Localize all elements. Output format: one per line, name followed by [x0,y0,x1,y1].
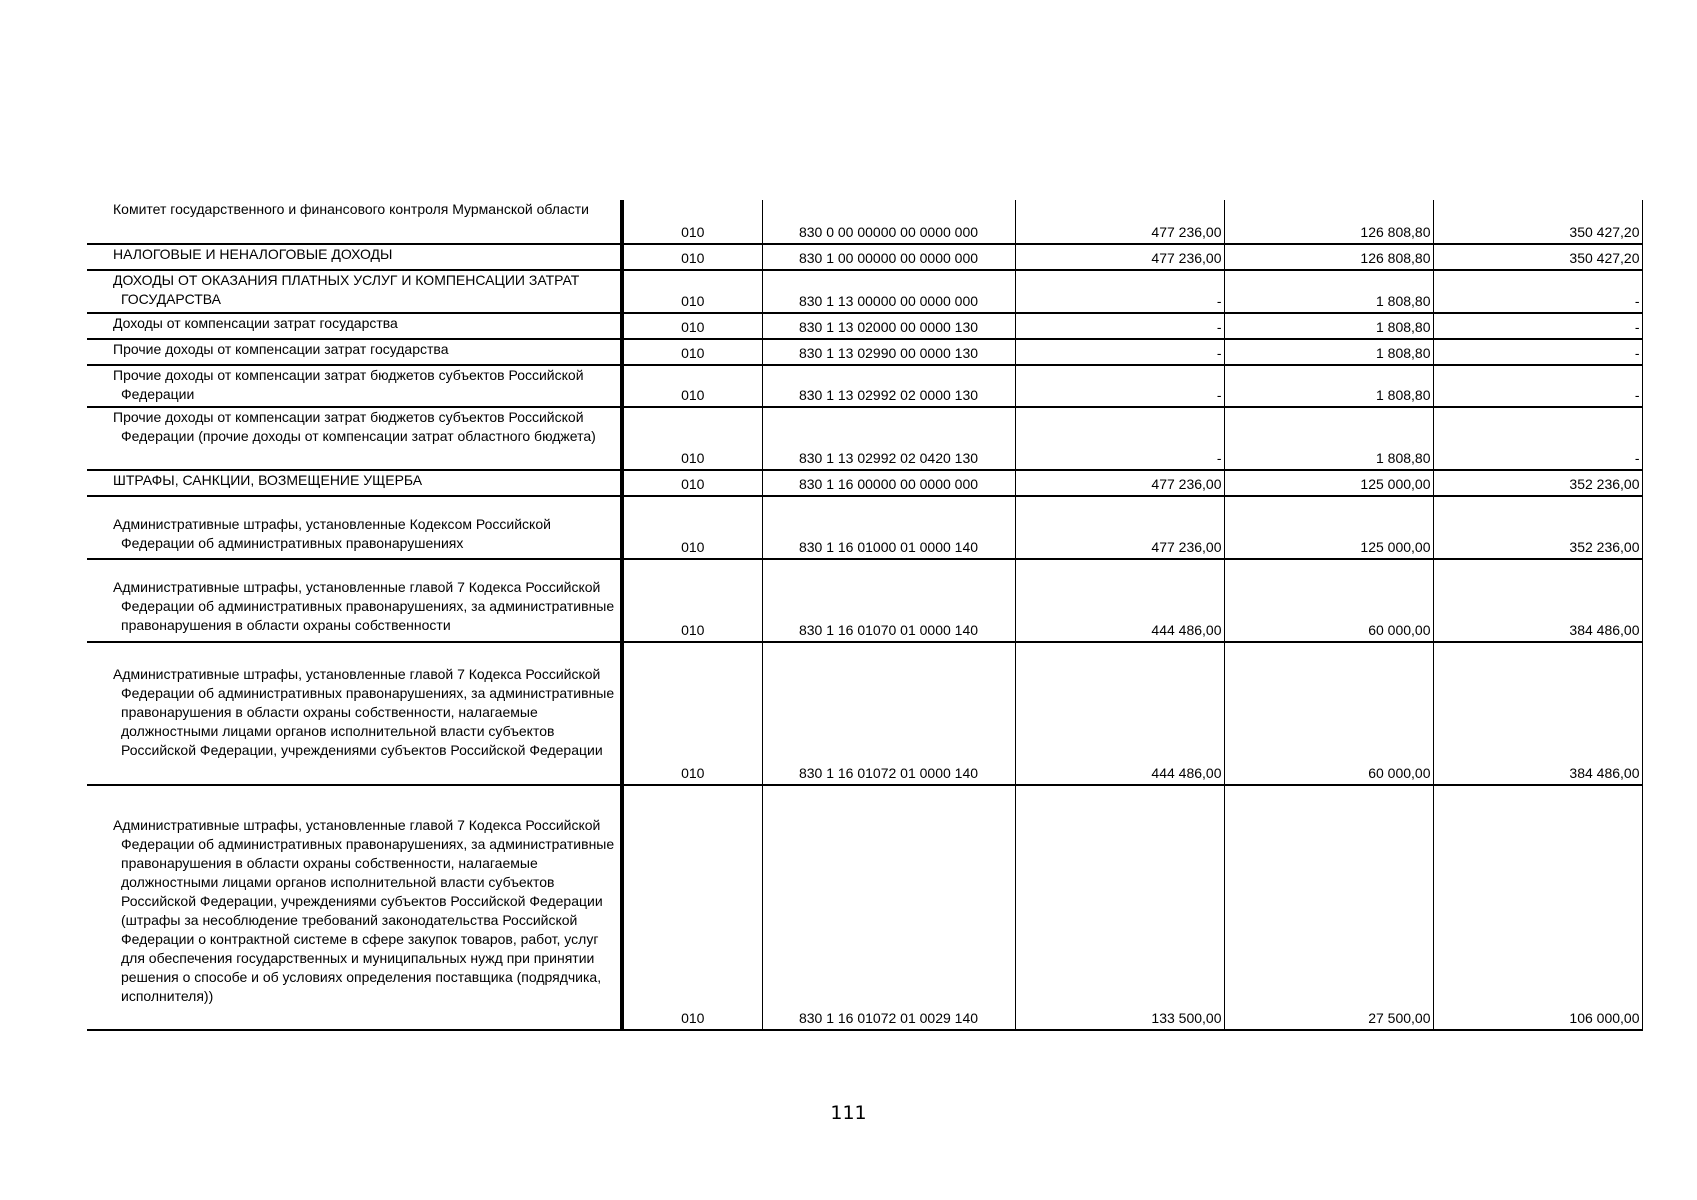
row-name: Административные штрафы, установленные главой 7 Кодекса Российской Федерации об административных правонарушениях, за административные правонарушения в области охраны собственности, налагаемые должностными лицами органов исполнительной власти субъектов Российской Федерации, учреждениями субъектов Российской Федерации [87,642,622,785]
row-value-3: - [1433,270,1642,313]
row-value-3: - [1433,339,1642,365]
table-row [87,559,1642,642]
table-row [87,642,1642,785]
row-code: 010 [622,313,762,339]
row-value-3: 384 486,00 [1433,642,1642,785]
row-value-2: 60 000,00 [1224,559,1433,642]
row-value-3: 352 236,00 [1433,470,1642,496]
row-value-3: 352 236,00 [1433,496,1642,559]
row-name: ДОХОДЫ ОТ ОКАЗАНИЯ ПЛАТНЫХ УСЛУГ И КОМПЕНСАЦИИ ЗАТРАТ ГОСУДАРСТВА [87,270,622,313]
row-name: Комитет государственного и финансового контроля Мурманской области [87,200,622,244]
row-code: 010 [622,200,762,244]
revenue-table [87,200,1643,1031]
row-value-1: 477 236,00 [1015,200,1224,244]
row-value-1: - [1015,270,1224,313]
row-name: Доходы от компенсации затрат государства [87,313,622,339]
row-kbk: 830 1 16 00000 00 0000 000 [762,470,1015,496]
row-kbk: 830 0 00 00000 00 0000 000 [762,200,1015,244]
row-code: 010 [622,642,762,785]
row-code: 010 [622,365,762,407]
row-value-1: - [1015,339,1224,365]
row-kbk: 830 1 13 02000 00 0000 130 [762,313,1015,339]
row-name: Прочие доходы от компенсации затрат государства [87,339,622,365]
row-value-2: 126 808,80 [1224,244,1433,270]
row-name: Административные штрафы, установленные главой 7 Кодекса Российской Федерации об административных правонарушениях, за административные правонарушения в области охраны собственности, налагаемые должностными лицами органов исполнительной власти субъектов Российской Федерации, учреждениями субъектов Российской Федерации (штрафы за несоблюдение требований законодательства Российской Федерации о контрактной системе в сфере закупок товаров, работ, услуг для обеспечения государственных и муниципальных нужд при принятии решения о способе и об условиях определения поставщика (подрядчика, исполнителя)) [87,785,622,1030]
row-kbk: 830 1 13 02992 02 0420 130 [762,407,1015,470]
row-value-1: 444 486,00 [1015,642,1224,785]
row-value-2: 1 808,80 [1224,339,1433,365]
table-row [87,785,1642,1030]
row-code: 010 [622,785,762,1030]
row-value-1: - [1015,313,1224,339]
row-code: 010 [622,339,762,365]
row-code: 010 [622,407,762,470]
table-row [87,200,1642,244]
table-row [87,244,1642,270]
table-row [87,313,1642,339]
page-number: 111 [830,1102,867,1124]
row-value-1: 477 236,00 [1015,470,1224,496]
row-name: НАЛОГОВЫЕ И НЕНАЛОГОВЫЕ ДОХОДЫ [87,244,622,270]
row-value-2: 1 808,80 [1224,365,1433,407]
row-value-1: 133 500,00 [1015,785,1224,1030]
row-value-3: - [1433,407,1642,470]
row-kbk: 830 1 13 02990 00 0000 130 [762,339,1015,365]
row-kbk: 830 1 16 01000 01 0000 140 [762,496,1015,559]
row-value-1: - [1015,407,1224,470]
row-value-2: 126 808,80 [1224,200,1433,244]
table-row [87,407,1642,470]
row-name: ШТРАФЫ, САНКЦИИ, ВОЗМЕЩЕНИЕ УЩЕРБА [87,470,622,496]
table-row [87,496,1642,559]
row-value-3: - [1433,365,1642,407]
row-value-3: 106 000,00 [1433,785,1642,1030]
row-code: 010 [622,496,762,559]
row-value-3: 384 486,00 [1433,559,1642,642]
row-value-2: 60 000,00 [1224,642,1433,785]
row-kbk: 830 1 00 00000 00 0000 000 [762,244,1015,270]
row-name: Административные штрафы, установленные Кодексом Российской Федерации об административных правонарушениях [87,496,622,559]
row-value-2: 1 808,80 [1224,407,1433,470]
row-value-1: 477 236,00 [1015,244,1224,270]
row-value-3: 350 427,20 [1433,244,1642,270]
row-value-2: 1 808,80 [1224,270,1433,313]
table-row [87,339,1642,365]
row-value-1: - [1015,365,1224,407]
row-value-1: 477 236,00 [1015,496,1224,559]
row-value-2: 1 808,80 [1224,313,1433,339]
row-value-1: 444 486,00 [1015,559,1224,642]
row-kbk: 830 1 16 01072 01 0029 140 [762,785,1015,1030]
table-row [87,365,1642,407]
table-body [87,200,1642,1030]
table-row [87,470,1642,496]
row-code: 010 [622,270,762,313]
row-kbk: 830 1 16 01072 01 0000 140 [762,642,1015,785]
row-value-2: 125 000,00 [1224,496,1433,559]
row-value-3: - [1433,313,1642,339]
row-name: Административные штрафы, установленные главой 7 Кодекса Российской Федерации об административных правонарушениях, за административные правонарушения в области охраны собственности [87,559,622,642]
row-name: Прочие доходы от компенсации затрат бюджетов субъектов Российской Федерации (прочие доходы от компенсации затрат областного бюджета) [87,407,622,470]
row-value-2: 125 000,00 [1224,470,1433,496]
row-value-3: 350 427,20 [1433,200,1642,244]
row-kbk: 830 1 16 01070 01 0000 140 [762,559,1015,642]
row-kbk: 830 1 13 02992 02 0000 130 [762,365,1015,407]
row-value-2: 27 500,00 [1224,785,1433,1030]
row-kbk: 830 1 13 00000 00 0000 000 [762,270,1015,313]
row-code: 010 [622,559,762,642]
row-name: Прочие доходы от компенсации затрат бюджетов субъектов Российской Федерации [87,365,622,407]
row-code: 010 [622,470,762,496]
table-row [87,270,1642,313]
row-code: 010 [622,244,762,270]
